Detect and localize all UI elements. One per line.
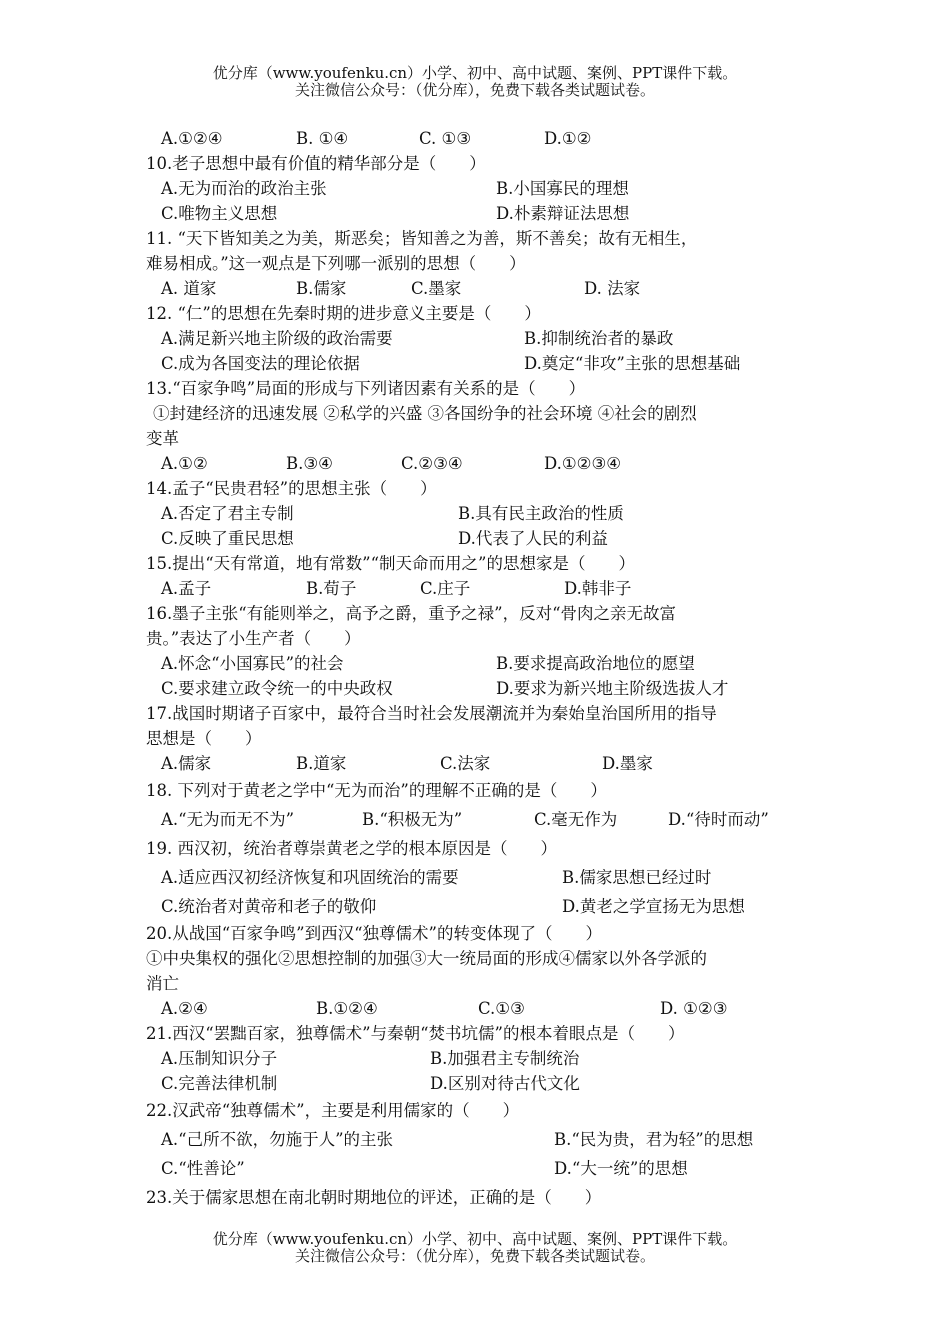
q11-option-d: D. 法家 (584, 279, 641, 298)
q20-items-line2: 消亡 (146, 974, 179, 993)
footer-line-2: 关注微信公众号：（优分库），免费下载各类试题试卷。 (294, 1247, 655, 1265)
q20-items-line1: ①中央集权的强化②思想控制的加强③大一统局面的形成④儒家以外各学派的 (146, 949, 707, 968)
q22-options-row1 (146, 1125, 826, 1154)
q18-option-b: B.“积极无为” (362, 810, 463, 829)
q23-stem: 23.关于儒家思想在南北朝时期地位的评述，正确的是（ ） (146, 1188, 602, 1207)
q16-option-d: D.要求为新兴地主阶级选拔人才 (496, 679, 729, 698)
q10-options-row2 (146, 201, 826, 226)
q15-option-d: D.韩非子 (564, 579, 632, 598)
q12-option-b: B.抑制统治者的暴政 (524, 329, 674, 348)
q12-options-row1 (146, 326, 826, 351)
q22-option-c: C.“性善论” (161, 1159, 245, 1178)
q10-stem: 10.老子思想中最有价值的精华部分是（ ） (146, 154, 486, 173)
q15-option-b: B.荀子 (306, 579, 357, 598)
q16-option-b: B.要求提高政治地位的愿望 (496, 654, 695, 673)
q22-stem: 22.汉武帝“独尊儒术”，主要是利用儒家的（ ） (146, 1101, 520, 1120)
header-line-1: 优分库（www.youfenku.cn）小学、初中、高中试题、案例、PPT课件下载。 (212, 64, 738, 82)
q13-stem: 13.“百家争鸣”局面的形成与下列诸因素有关系的是（ ） (146, 379, 586, 398)
header-line-2: 关注微信公众号：（优分库），免费下载各类试题试卷。 (294, 81, 655, 99)
q12-option-a: A.满足新兴地主阶级的政治需要 (161, 329, 393, 348)
footer-line-1: 优分库（www.youfenku.cn）小学、初中、高中试题、案例、PPT课件下载。 (212, 1230, 738, 1248)
question-list (146, 126, 826, 1212)
q19-options-row1 (146, 863, 826, 892)
q13-option-b: B.③④ (286, 454, 333, 473)
q12-option-c: C.成为各国变法的理论依据 (161, 354, 360, 373)
page-footer (0, 1231, 950, 1265)
q18-stem: 18. 下列对于黄老之学中“无为而治”的理解不正确的是（ ） (146, 781, 607, 800)
q14-options-row1 (146, 501, 826, 526)
q20-option-c: C.①③ (478, 999, 525, 1018)
q9-option-a: A.①②④ (161, 129, 223, 148)
q20-options (146, 996, 826, 1021)
q13-items-text: ①封建经济的迅速发展 ②私学的兴盛 ③各国纷争的社会环境 ④社会的剧烈 (153, 404, 697, 423)
q19-option-b: B.儒家思想已经过时 (562, 868, 712, 887)
q16-options-row2 (146, 676, 826, 701)
q22-option-d: D.“大一统”的思想 (554, 1159, 688, 1178)
q21-option-d: D.区别对待古代文化 (430, 1074, 580, 1093)
q18-option-c: C.毫无作为 (534, 810, 618, 829)
q19-option-a: A.适应西汉初经济恢复和巩固统治的需要 (161, 868, 459, 887)
q17-options (146, 751, 826, 776)
q11-stem-line2: 难易相成。”这一观点是下列哪一派别的思想（ ） (146, 254, 526, 273)
q12-options-row2 (146, 351, 826, 376)
q21-option-b: B.加强君主专制统治 (430, 1049, 580, 1068)
q15-stem: 15.提出“天有常道，地有常数”“制天命而用之”的思想家是（ ） (146, 554, 635, 573)
q10-option-d: D.朴素辩证法思想 (496, 204, 630, 223)
q16-options-row1 (146, 651, 826, 676)
q13-option-c: C.②③④ (401, 454, 463, 473)
q10-option-a: A.无为而治的政治主张 (161, 179, 327, 198)
q17-option-d: D.墨家 (602, 754, 653, 773)
q13-items-line1 (146, 401, 826, 426)
q12-stem: 12. “仁”的思想在先秦时期的进步意义主要是（ ） (146, 304, 541, 323)
q10-option-b: B.小国寡民的理想 (496, 179, 629, 198)
q20-option-a: A.②④ (161, 999, 208, 1018)
q21-options-row1 (146, 1046, 826, 1071)
q10-option-c: C.唯物主义思想 (161, 204, 278, 223)
q19-options-row2 (146, 892, 826, 921)
q19-stem: 19. 西汉初，统治者尊崇黄老之学的根本原因是（ ） (146, 839, 557, 858)
q11-option-c: C.墨家 (411, 279, 462, 298)
q20-stem: 20.从战国“百家争鸣”到西汉“独尊儒术”的转变体现了（ ） (146, 924, 602, 943)
q14-option-b: B.具有民主政治的性质 (458, 504, 624, 523)
q17-option-c: C.法家 (440, 754, 491, 773)
q20-option-b: B.①②④ (316, 999, 378, 1018)
q11-option-b: B.儒家 (296, 279, 347, 298)
q11-option-a: A. 道家 (161, 279, 217, 298)
q16-stem-line2: 贵。”表达了小生产者（ ） (146, 629, 361, 648)
q9-option-d: D.①② (544, 129, 592, 148)
q9-option-c: C. ①③ (419, 129, 472, 148)
q15-option-a: A.孟子 (161, 579, 212, 598)
q13-option-a: A.①② (161, 454, 208, 473)
q12-option-d: D.奠定“非攻”主张的思想基础 (524, 354, 741, 373)
q16-stem-line1: 16.墨子主张“有能则举之，高予之爵，重予之禄”，反对“骨肉之亲无故富 (146, 604, 677, 623)
q21-stem: 21.西汉“罢黜百家，独尊儒术”与秦朝“焚书坑儒”的根本着眼点是（ ） (146, 1024, 685, 1043)
q18-option-d: D.“待时而动” (668, 810, 769, 829)
q18-option-a: A.“无为而无不为” (161, 810, 295, 829)
q14-option-c: C.反映了重民思想 (161, 529, 294, 548)
q22-options-row2 (146, 1154, 826, 1183)
q14-stem: 14.孟子“民贵君轻”的思想主张（ ） (146, 479, 437, 498)
q13-items-line2: 变革 (146, 429, 179, 448)
q17-stem-line1: 17.战国时期诸子百家中，最符合当时社会发展潮流并为秦始皇治国所用的指导 (146, 704, 717, 723)
q22-option-b: B.“民为贵，君为轻”的思想 (554, 1130, 754, 1149)
q14-options-row2 (146, 526, 826, 551)
q9-option-b: B. ①④ (296, 129, 349, 148)
q21-option-a: A.压制知识分子 (161, 1049, 278, 1068)
q14-option-d: D.代表了人民的利益 (458, 529, 608, 548)
q19-option-d: D.黄老之学宣扬无为思想 (562, 897, 745, 916)
q11-stem-line1: 11. “天下皆知美之为美，斯恶矣；皆知善之为善，斯不善矣；故有无相生， (146, 229, 698, 248)
q15-option-c: C.庄子 (420, 579, 471, 598)
q17-stem-line2: 思想是（ ） (146, 729, 262, 748)
q13-options (146, 451, 826, 476)
q9-options (146, 126, 826, 151)
q11-options (146, 276, 826, 301)
q14-option-a: A.否定了君主专制 (161, 504, 294, 523)
q10-options-row1 (146, 176, 826, 201)
q22-option-a: A.“己所不欲，勿施于人”的主张 (161, 1130, 394, 1149)
page-header (0, 65, 950, 99)
q17-option-b: B.道家 (296, 754, 347, 773)
q20-option-d: D. ①②③ (660, 999, 728, 1018)
q19-option-c: C.统治者对黄帝和老子的敬仰 (161, 897, 377, 916)
q21-options-row2 (146, 1071, 826, 1096)
q15-options (146, 576, 826, 601)
q16-option-a: A.怀念“小国寡民”的社会 (161, 654, 344, 673)
q18-options (146, 805, 826, 834)
q16-option-c: C.要求建立政令统一的中央政权 (161, 679, 393, 698)
q13-option-d: D.①②③④ (544, 454, 622, 473)
q17-option-a: A.儒家 (161, 754, 212, 773)
q21-option-c: C.完善法律机制 (161, 1074, 278, 1093)
